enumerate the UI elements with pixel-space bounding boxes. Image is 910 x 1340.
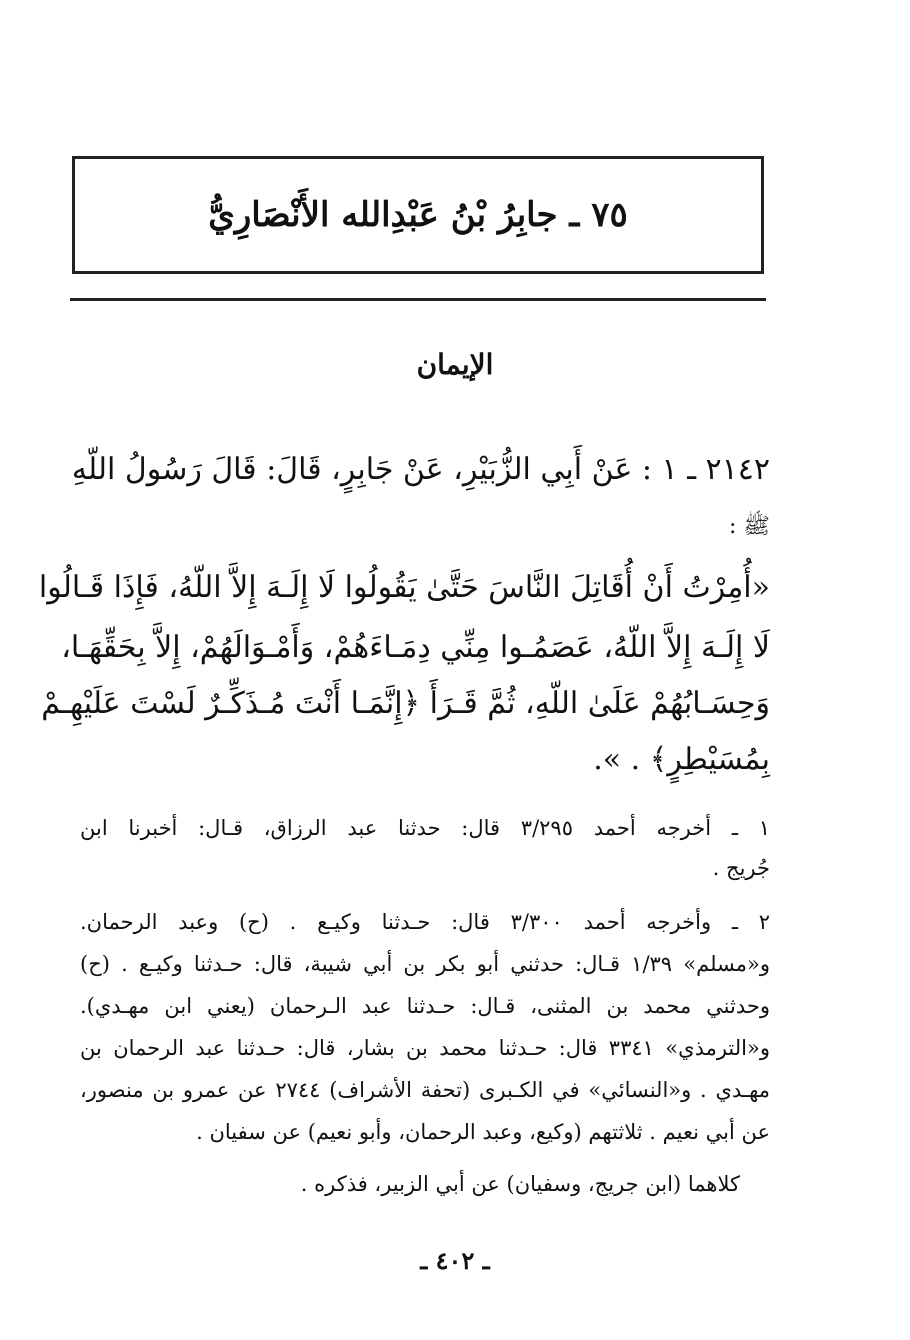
page-number: ـ ٤٠٢ ـ <box>420 1246 490 1275</box>
chapter-title-box <box>72 156 764 274</box>
footnote-line: جُريج . <box>712 856 770 880</box>
section-title: الإيمان <box>416 348 494 381</box>
footnote-line: وحدثني محمد بن المثنى، قـال: حـدثنا عبد الـرحمان (يعني ابن مهـدي). <box>80 994 770 1018</box>
footnote-line: ١ ـ أخرجه أحمد ٣/٢٩٥ قال: حدثنا عبد الرزاق، قـال: أخبرنا ابن <box>80 816 770 840</box>
footnote-line: و«مسلم» ١/٣٩ قـال: حدثني أبو بكر بن أبي شيبة، قال: حـدثنا وكيـع . (ح) <box>80 952 770 976</box>
hadith-text-line: بِمُسَيْطِرٍ﴾ . ». <box>593 742 770 777</box>
footnote-line: مهـدي . و«النسائي» في الكـبرى (تحفة الأشراف) ٢٧٤٤ عن عمرو بن منصور، <box>80 1078 771 1102</box>
chapter-title: ٧٥ ـ جابِرُ بْنُ عَبْدِالله الأَنْصَارِيُّ <box>208 195 628 235</box>
footnote-line: ٢ ـ وأخرجه أحمد ٣/٣٠٠ قال: حـدثنا وكيـع . (ح) وعبد الرحمان. <box>80 910 771 934</box>
footnote-closing: كلاهما (ابن جريج، وسفيان) عن أبي الزبير، فذكره . <box>300 1172 740 1196</box>
horizontal-rule <box>70 298 766 301</box>
hadith-header: ٢١٤٢ ـ ١ : عَنْ أَبِي الزُّبَيْرِ، عَنْ جَابِرٍ، قَالَ: قَالَ رَسُولُ اللّهِ <box>71 452 770 487</box>
salla-honorific: ﷺ : <box>729 514 770 539</box>
footnote-line: عن أبي نعيم . ثلاثتهم (وكيع، وعبد الرحمان، وأبو نعيم) عن سفيان . <box>196 1120 770 1144</box>
hadith-text-line: لَا إِلَـهَ إِلاَّ اللّهُ، عَصَمُـوا مِنِّي دِمَـاءَهُمْ، وَأَمْـوَالَهُمْ، إِلاَّ بِحَقِّهَـا، <box>61 630 770 665</box>
hadith-text-line: وَحِسَـابُهُمْ عَلَىٰ اللّهِ، ثُمَّ قَـرَأَ ﴿إِنَّمَـا أَنْتَ مُـذَكِّـرٌ لَسْتَ عَلَيْهِـمْ <box>41 686 770 721</box>
hadith-text-line: «أُمِرْتُ أَنْ أُقَاتِلَ النَّاسَ حَتَّىٰ يَقُولُوا لَا إِلَـهَ إِلاَّ اللّهُ، فَإِذَا قَـالُوا <box>38 570 770 605</box>
footnote-line: و«الترمذي» ٣٣٤١ قال: حـدثنا محمد بن بشار، قال: حـدثنا عبد الرحمان بن <box>80 1036 770 1060</box>
